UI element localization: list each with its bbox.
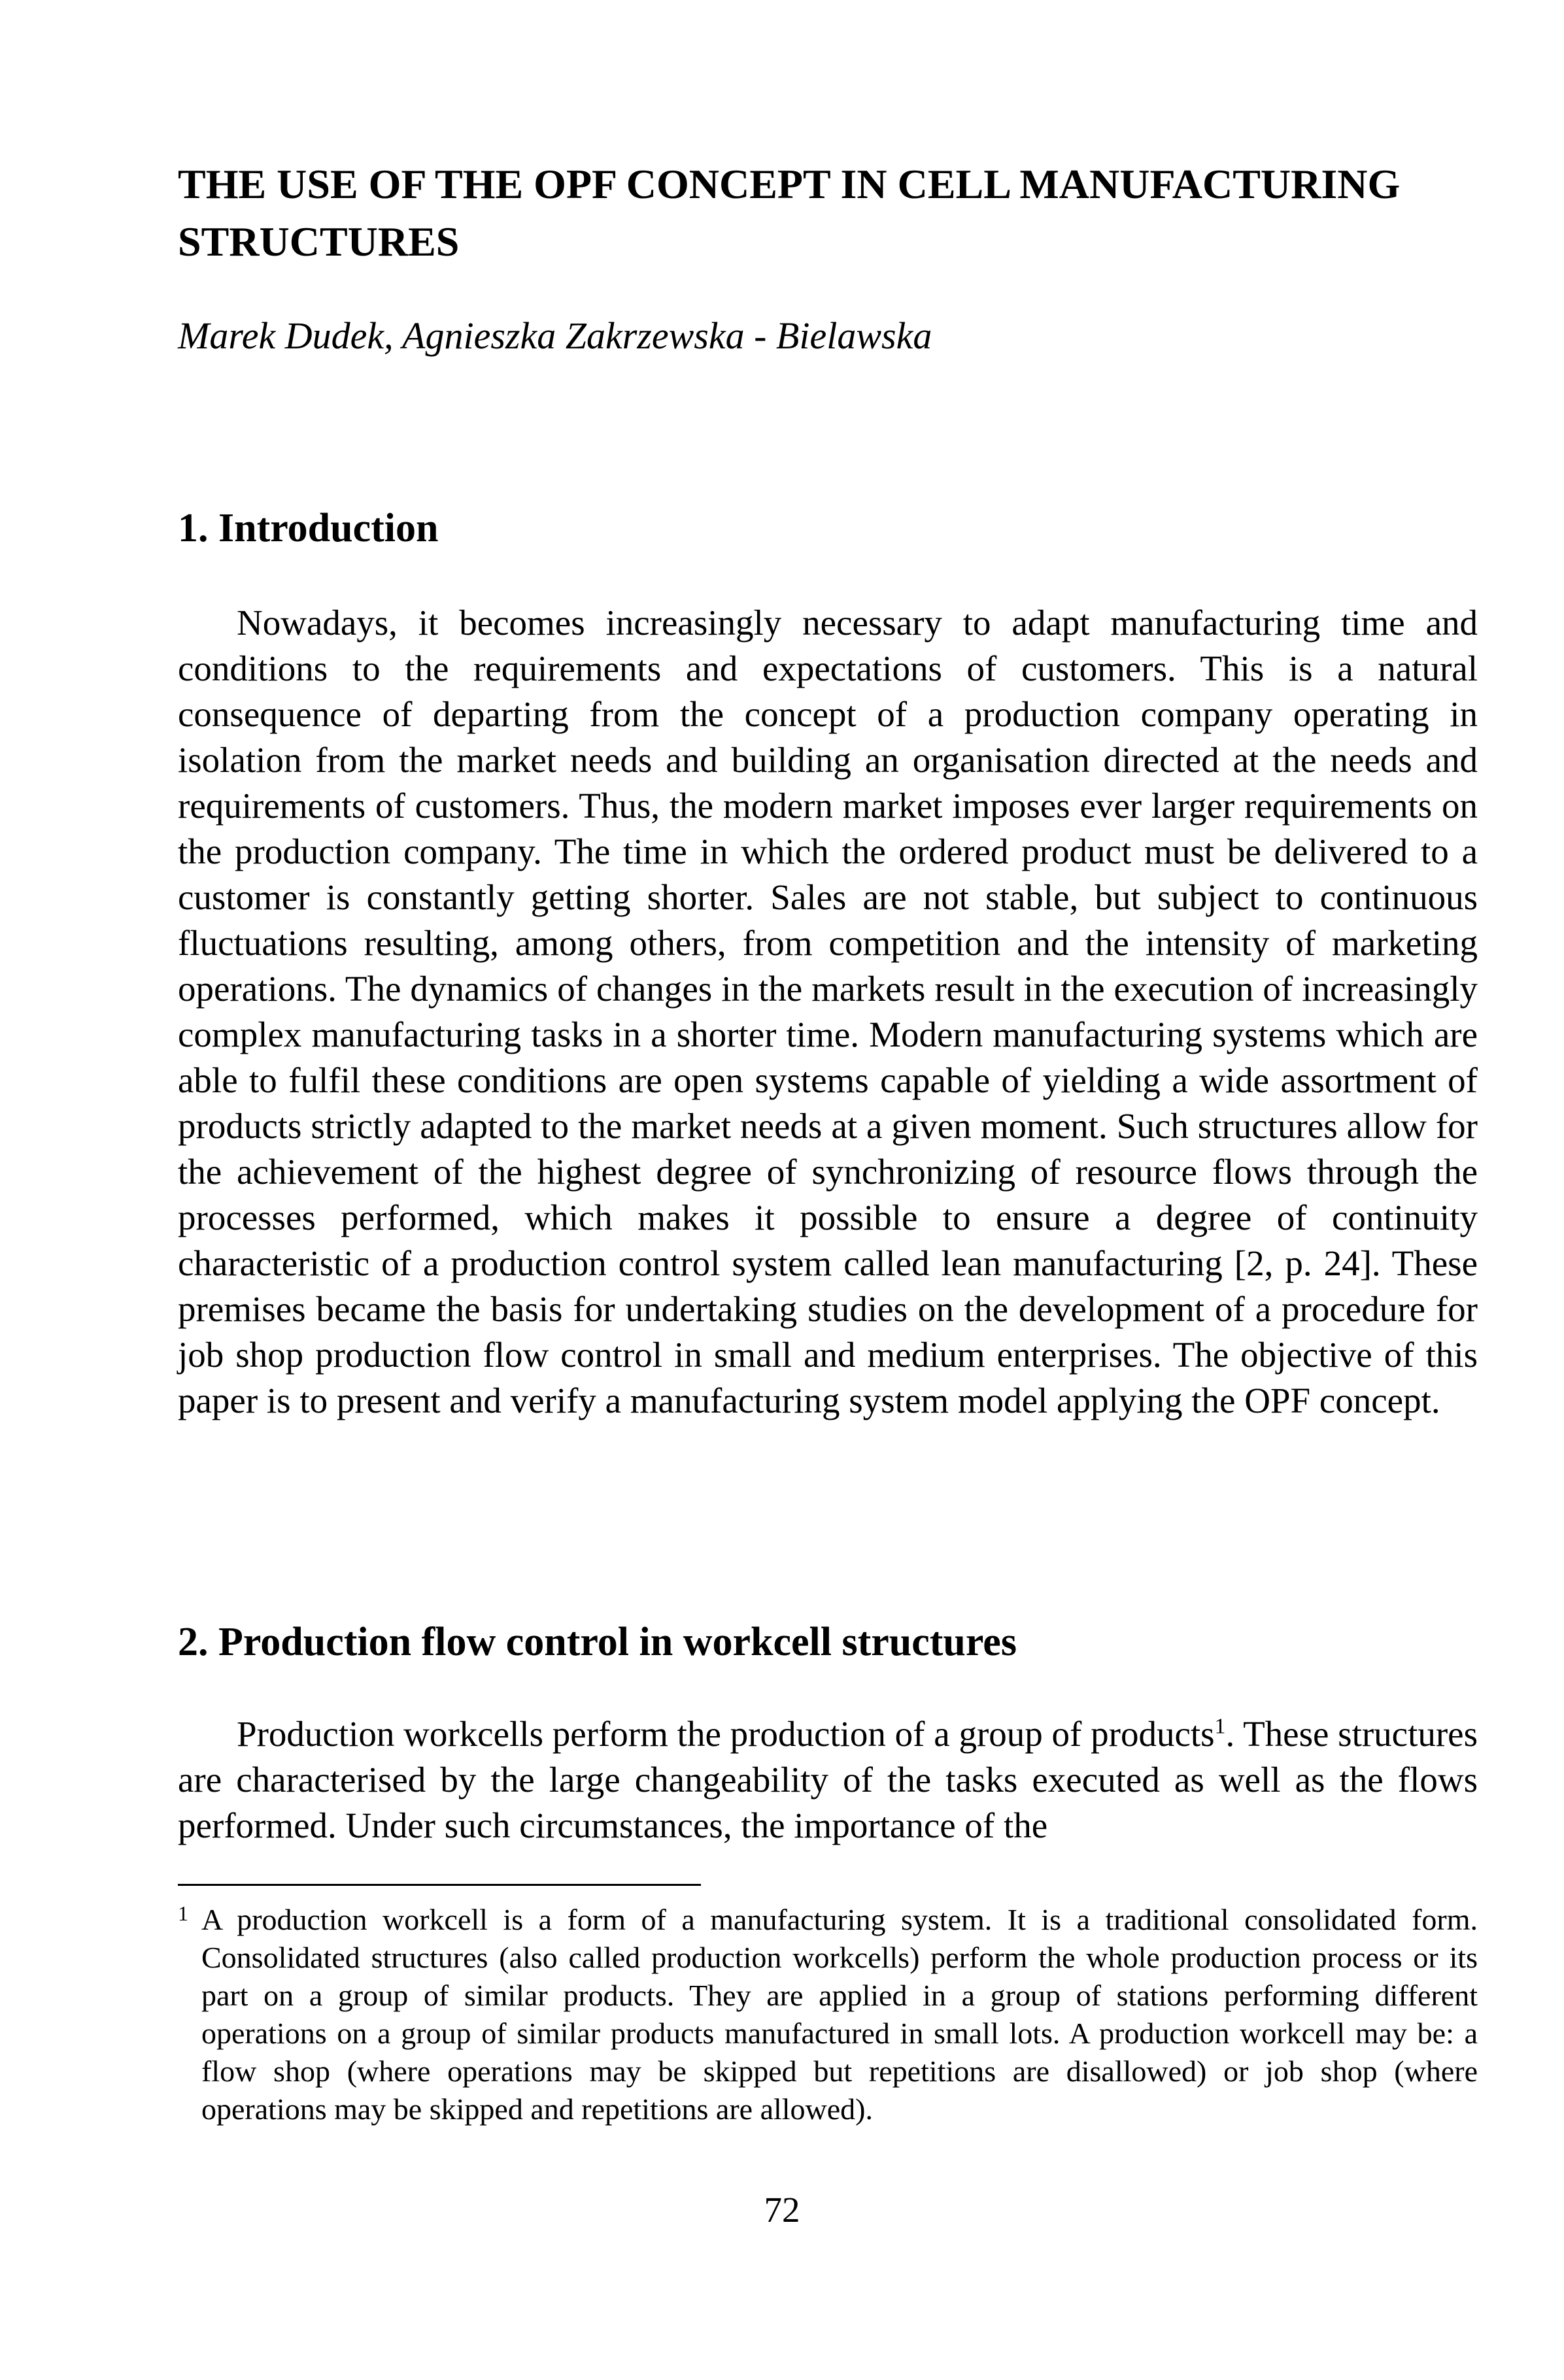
section-heading-production-flow-control: 2. Production flow control in workcell structures bbox=[178, 1620, 1017, 1664]
footnote-marker: 1 bbox=[178, 1902, 188, 1925]
section-heading-introduction: 1. Introduction bbox=[178, 506, 439, 550]
footnote-text: A production workcell is a form of a manufacturing system. It is a traditional consolidated form. Consolidated structures (also called production workcells) perform the whole production process or its part on a group of similar products. They are applied in a group of stations performing different operations on a group of similar products manufactured in small lots. A production workcell may be: a flow shop (where operations may be skipped but repetitions are disallowed) or job shop (where operations may be skipped and repetitions are allowed). bbox=[201, 1903, 1478, 2126]
page-number: 72 bbox=[764, 2190, 800, 2230]
paper-title: THE USE OF THE OPF CONCEPT IN CELL MANUFACTURING STRUCTURES bbox=[178, 161, 1401, 265]
production-flow-paragraph bbox=[178, 1711, 1478, 1849]
footnote-separator bbox=[178, 1884, 701, 1886]
introduction-paragraph: Nowadays, it becomes increasingly necessary to adapt manufacturing time and conditions to the requirements and expectations of customers. This is a natural consequence of departing from the concept of a production company operating in isolation from the market needs and building an organisation directed at the needs and requirements of customers. Thus, the modern market imposes ever larger requirements on the production company. The time in which the ordered product must be delivered to a customer is constantly getting shorter. Sales are not stable, but subject to continuous fluctuations resulting, among others, from competition and the intensity of marketing operations. The dynamics of changes in the markets result in the execution of increasingly complex manufacturing tasks in a shorter time. Modern manufacturing systems which are able to fulfil these conditions are open systems capable of yielding a wide assortment of products strictly adapted to the market needs at a given moment. Such structures allow for the achievement of the highest degree of synchronizing of resource flows through the processes performed, which makes it possible to ensure a degree of continuity characteristic of a production control system called lean manufacturing [2, p. 24]. These premises became the basis for undertaking studies on the development of a procedure for job shop production flow control in small and medium enterprises. The objective of this paper is to present and verify a manufacturing system model applying the OPF concept. bbox=[178, 603, 1478, 1420]
paragraph-text-after-note: . These structures are characterised by the large changeability of the tasks executed as well as the flows performed. Under such circumstances, the importance of the bbox=[178, 1714, 1478, 1845]
paragraph-text-before-note: Production workcells perform the production of a group of products bbox=[237, 1714, 1215, 1754]
footnote-reference[interactable]: 1 bbox=[1214, 1714, 1226, 1739]
footnote bbox=[178, 1901, 1478, 2128]
authors: Marek Dudek, Agnieszka Zakrzewska - Bielawska bbox=[178, 314, 932, 357]
